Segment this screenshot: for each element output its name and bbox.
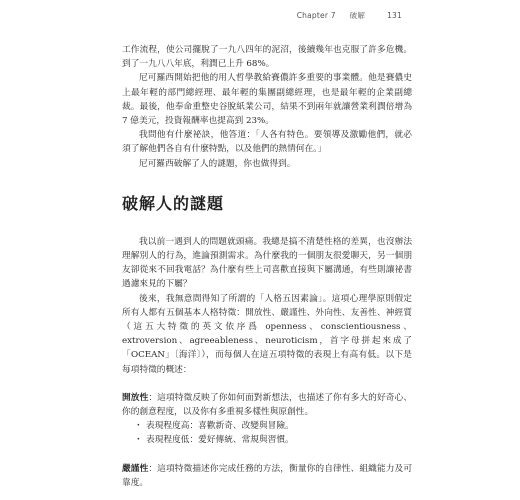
bullet-icon: ・ — [134, 421, 143, 432]
list-item — [122, 433, 412, 447]
trait-term: 開放性 — [122, 392, 149, 403]
paragraph: 我問他有什麼祕訣，他答道：「人各有特色。要領導及激勵他們，就必須了解他們各自有什麼特點，以及他們的熱情何在。」 — [122, 130, 412, 155]
chapter-label: Chapter 7 — [296, 11, 336, 20]
trait-openness — [122, 391, 412, 419]
bullet-icon: ・ — [134, 435, 143, 446]
chapter-title: 破解 — [349, 11, 366, 20]
trait-term: 嚴謹性 — [122, 463, 149, 474]
trait-description: ：這項特徵反映了你如何面對新想法，也描述了你有多大的好奇心、你的創意程度，以及你有多重視多樣性與原創性。 — [122, 392, 413, 418]
paragraph: 後來，我無意間得知了所謂的「人格五因素論」。這項心理學原則假定所有人都有五個基本人格特徵：開放性、嚴謹性、外向性、友善性、神經質（這五大特徵的英文依序爲 openness、conscientiousness、extroversion、agreeableness、neuroticism，首字母拼起來成了「OCEAN」〔海洋〕），而每個人在這五項特徵的表現上有高有低。以下是每項特徵的概述： — [122, 293, 412, 375]
section-title: 破解人的謎題 — [122, 193, 225, 213]
list-item — [122, 419, 412, 433]
paragraph: 工作流程，使公司擺脫了一九八四年的泥沼，後續幾年也克服了許多危機。到了一九八八年底，利潤已上升 68%。 — [122, 45, 412, 70]
paragraph: 我以前一遇到人的問題就頭痛。我總是搞不清楚性格的差異，也沒辦法理解別人的行為，進論預測需求。為什麼我的一個朋友很愛聊天，另一個朋友卻從來不回我電話？為什麼有些上司喜歡直接與下屬溝通，有些則讓祕書過濾來見的下屬？ — [122, 236, 412, 290]
bullet-text: 表現程度高：喜歡新奇、改變與冒險。 — [146, 421, 294, 432]
page-body — [122, 43, 412, 490]
trait-description: ：這項特徵描述你完成任務的方法，衡量你的自律性、組織能力及可靠度。 — [122, 463, 413, 488]
bullet-text: 表現程度低：愛好傳統、常規與習慣。 — [146, 435, 294, 446]
paragraph: 尼可羅西開始把他的用人哲學教給賽儂許多重要的事業體。他是賽儂史上最年輕的部門總經理、最年輕的集團副總經理，也是最年輕的企業副總裁。最後，他奉命重整史谷脫紙業公司，結果不到兩年就讓營業利潤倍增為 7 億美元，投資報酬率也提高到 23%。 — [122, 73, 412, 127]
trait-conscientiousness — [122, 462, 412, 490]
paragraph: 尼可羅西破解了人的謎題，你也做得到。 — [139, 158, 296, 169]
running-header — [297, 10, 402, 21]
page-number: 131 — [387, 11, 402, 20]
